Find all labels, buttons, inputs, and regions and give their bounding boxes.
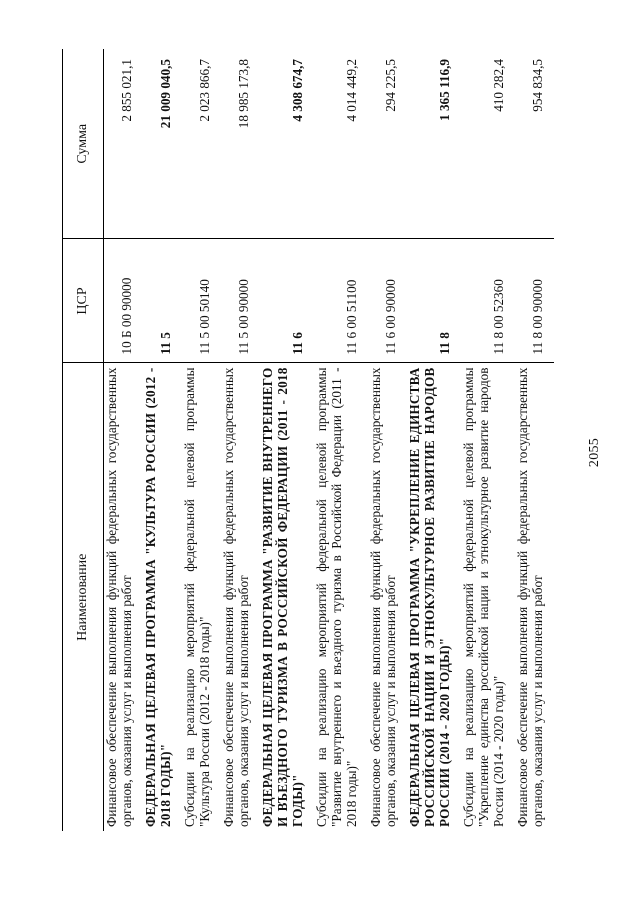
- row-sum: 2 023 866,7: [197, 59, 212, 122]
- row-sum: 1 365 116,9: [437, 59, 452, 121]
- budget-table: [62, 49, 554, 831]
- row-sum: 2 855 021,1: [119, 59, 134, 122]
- row-sum: 4 308 674,7: [290, 59, 305, 122]
- row-sum: 21 009 040,5: [158, 59, 173, 129]
- header-name: Наименование: [63, 363, 104, 831]
- table-row: [182, 49, 221, 831]
- row-sum: 18 985 173,8: [236, 59, 251, 129]
- row-name: Финансовое обеспечение выполнения функций федеральных государственных органов, оказания услуг и выполнения работ: [515, 363, 554, 831]
- table-row: [515, 49, 554, 831]
- row-name: Субсидии на реализацию мероприятий федеральной целевой программы "Укрепление единства российской нации и этнокультурное развитие народов России (2014 - 2020 годы)": [461, 363, 515, 831]
- row-csr: 11 6: [260, 239, 314, 363]
- header-sum: Сумма: [63, 49, 104, 239]
- table-row: [104, 49, 144, 831]
- table-row: [221, 49, 260, 831]
- row-sum: 4 014 449,2: [344, 59, 359, 122]
- row-sum: 410 282,4: [491, 59, 506, 112]
- row-csr: 11 6 00 51100: [314, 239, 368, 363]
- table-row: [314, 49, 368, 831]
- page-number: 2055: [587, 437, 602, 468]
- row-name: Субсидии на реализацию мероприятий федеральной целевой программы "Культура России (2012 - 2018 годы)": [182, 363, 221, 831]
- row-name: ФЕДЕРАЛЬНАЯ ЦЕЛЕВАЯ ПРОГРАММА "УКРЕПЛЕНИЕ ЕДИНСТВА РОССИЙСКОЙ НАЦИИ И ЭТНОКУЛЬТУРНОЕ РАЗВИТИЕ НАРОДОВ РОССИИ (2014 - 2020 ГОДЫ)": [407, 363, 461, 831]
- row-name: Субсидии на реализацию мероприятий федеральной целевой программы "Развитие внутреннего и въездного туризма в Российской Федерации (2011 - 2018 годы)": [314, 363, 368, 831]
- row-name: Финансовое обеспечение выполнения функций федеральных государственных органов, оказания услуг и выполнения работ: [104, 363, 144, 831]
- table-body: [104, 49, 555, 831]
- row-csr: 11 8 00 90000: [515, 239, 554, 363]
- row-sum: 954 834,5: [530, 59, 545, 112]
- row-csr: 11 5 00 90000: [221, 239, 260, 363]
- row-csr: 11 8: [407, 239, 461, 363]
- row-csr: 11 8 00 52360: [461, 239, 515, 363]
- row-sum: 294 225,5: [383, 59, 398, 112]
- table-row: [260, 49, 314, 831]
- row-csr: 11 6 00 90000: [368, 239, 407, 363]
- row-name: ФЕДЕРАЛЬНАЯ ЦЕЛЕВАЯ ПРОГРАММА "КУЛЬТУРА РОССИИ (2012 - 2018 ГОДЫ)": [143, 363, 182, 831]
- row-csr: 11 5: [143, 239, 182, 363]
- row-name: Финансовое обеспечение выполнения функций федеральных государственных органов, оказания услуг и выполнения работ: [221, 363, 260, 831]
- row-csr: 11 5 00 50140: [182, 239, 221, 363]
- table-row: [143, 49, 182, 831]
- row-csr: 10 Б 00 90000: [104, 239, 144, 363]
- row-name: ФЕДЕРАЛЬНАЯ ЦЕЛЕВАЯ ПРОГРАММА "РАЗВИТИЕ ВНУТРЕННЕГО И ВЪЕЗДНОГО ТУРИЗМА В РОССИЙСКОЙ ФЕДЕРАЦИИ (2011 - 2018 ГОДЫ)": [260, 363, 314, 831]
- table-header-row: [63, 49, 104, 831]
- table-row: [368, 49, 407, 831]
- header-csr: ЦСР: [63, 239, 104, 363]
- table-row: [461, 49, 515, 831]
- table-row: [407, 49, 461, 831]
- row-name: Финансовое обеспечение выполнения функций федеральных государственных органов, оказания услуг и выполнения работ: [368, 363, 407, 831]
